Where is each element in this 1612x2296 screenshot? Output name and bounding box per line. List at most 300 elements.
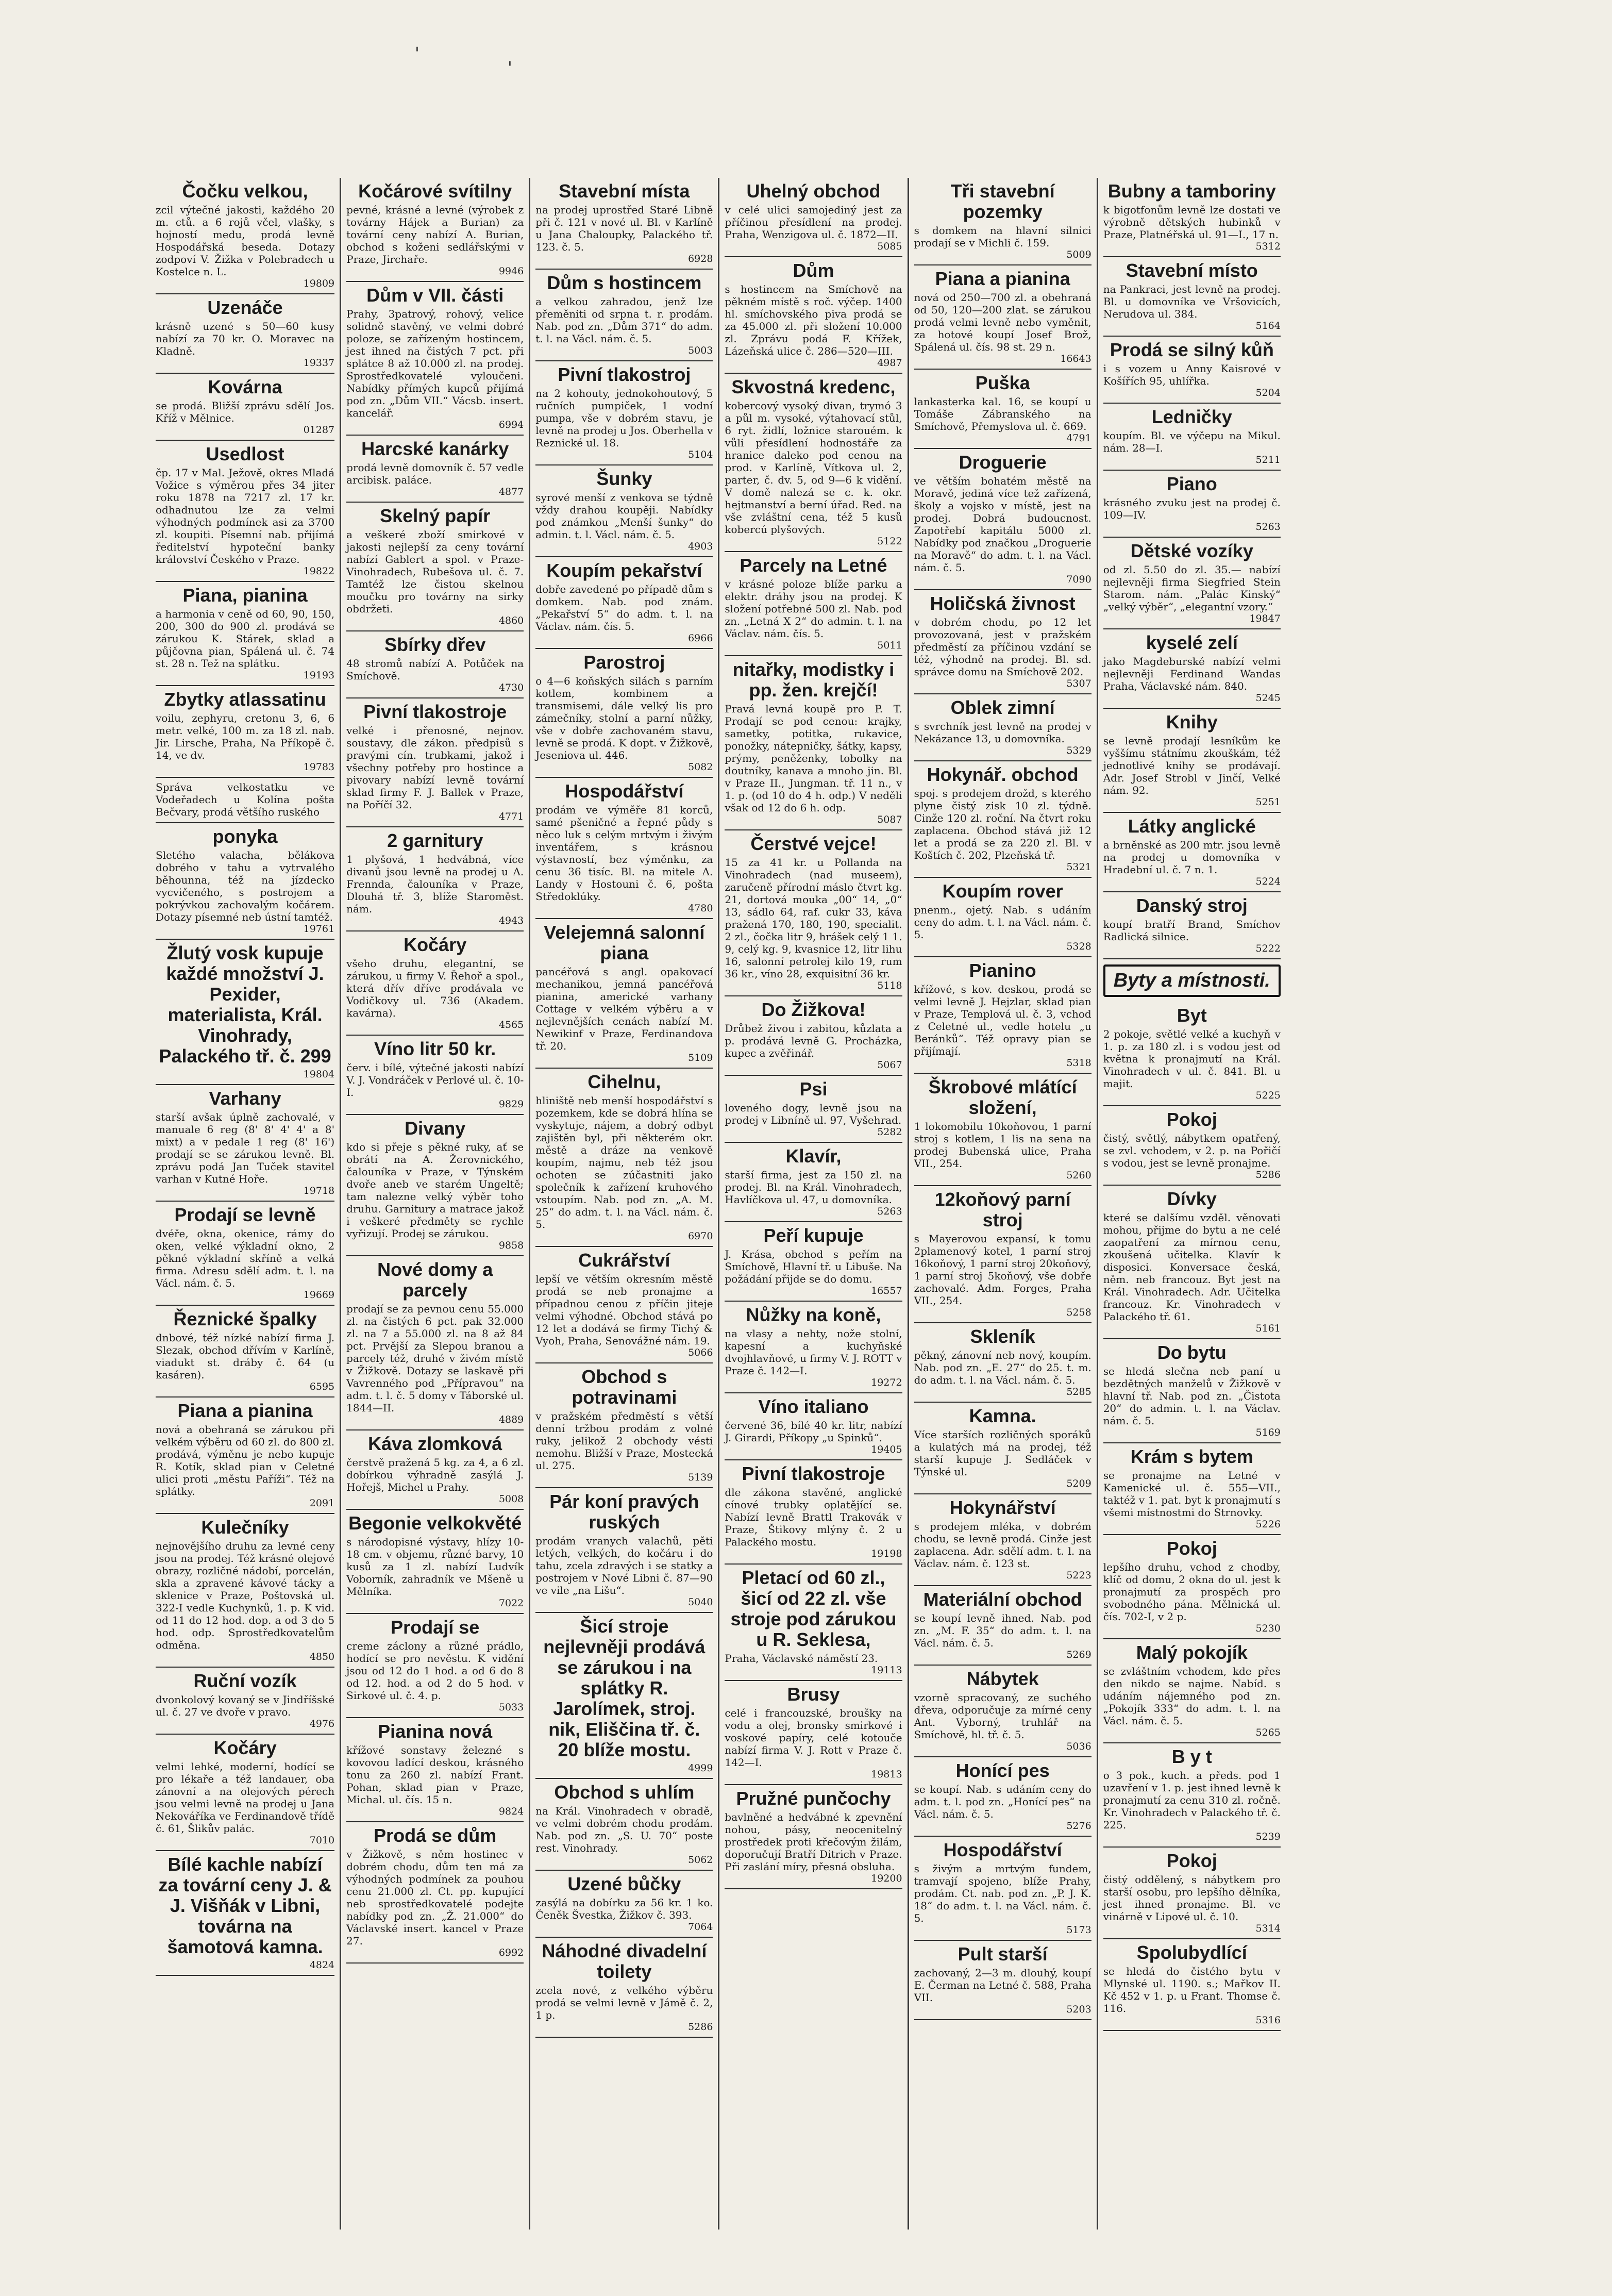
ad-number: 5067 [877,1059,902,1071]
ad-text: v celé ulici samojediný jest za příčinou přesídlení na prodej. Praha, Wenzigova ul. č. 1872—II. [725,204,902,241]
ad-number: 5082 [688,761,713,773]
classified-ad [914,1323,1092,1403]
ad-text: dnbové, též nízké nabízí firma J. Slezak, obchod dřívím v Karlíně, viadukt st. dráby č. 64 (u kasáren). [156,1332,335,1381]
ad-text: Prahy, 3patrový, rohový, velice solidně stavěný, ve velmi dobré poloze, se zařízeným hostincem, jest ihned na čistých 7 pct. při splátce 8 až 10.000 zl. na prodej. Sprostředkovatelé vyloučeni. Nabídky přímých kupců přijímá pod zn. „Dům VII.“ Vácsb. insert. kancelář. [346,308,524,419]
ad-text: 15 za 41 kr. u Pollanda na Vinohradech (nad museem), zaručeně přírodní máslo čtvrt kg. 21, dortová mouka „00“ 14, „0“ 13, sádlo 64, raf. cukr 33, káva pražená 170, 180, 190, specialit. 2 zl., čočka litr 9, hrášek celý 1 1. 9, celý kg. 9, kvasnice 12, litr lihu 16, salonní petrolej kilo 19, rum 36 kr., víno 28, exquisitní 36 kr. [725,856,902,980]
ad-number: 5122 [877,536,902,547]
classified-ad [914,1941,1092,2020]
ad-text: dvéře, okna, okenice, rámy do oken, velké výkladní okno, 2 pěkné výkladní skříně a velká firma. Adresu sdělí adm. t. l. na Václ. nám. č. 5. [156,1227,335,1289]
ad-headline: Pokoj [1166,1109,1217,1130]
classified-ad [1103,629,1281,709]
ad-text: s hostincem na Smíchově na pěkném místě s roč. výčep. 1400 hl. smíchovského piva prodá se za 45.000 zl. při složení 10.000 zl. Zprávu podá F. Křížek, Lázeňská ulice č. 286—520—III. [725,283,902,357]
classified-ad [1103,1535,1281,1639]
ad-text: krásně uzené s 50—60 kusy nabízí za 70 kr. O. Moravec na Kladně. [156,320,335,357]
ad-headline: Piana, pianina [182,585,308,606]
ad-text: které se dalšímu vzděl. věnovati mohou, přijme do bytu a ne celé zaopatření za mírnou cenu, zkoušená učitelka. Klavír k disposici. Konversace česká, něm. neb francouz. Byt jest na Král. Vinohradech. Adr. Učitelka francouz. Kr. Vinohradech v Palackého tř. 61. [1103,1211,1281,1323]
ad-text: pevné, krásné a levné (výrobek z továrny Hájek a Burian) za tovární ceny nabízí A. Burian, obchod s koženi sedlářskými v Praze, Jirchaře. [346,204,524,265]
ad-number: 5173 [1066,1924,1092,1936]
ad-column [908,178,1097,2230]
classified-ad [156,178,334,294]
ad-headline: Holičská živnost [930,593,1076,614]
ad-text: se hledá do čistého bytu v Mlynské ul. 1190. s.; Mařkov II. Kč 452 v 1. p. u Frant. Thomse č. 116. [1103,1965,1281,2015]
ad-headline: Pokoj [1166,1850,1217,1871]
ad-text: zcil výtečné jakosti, každého 20 m. ctů. a 6 rojů včel, vlašky, s hojností medu, prodá levně Hospodářská beseda. Dotazy zodpoví V. Žižka v Polebradech u Kostelce n. L. [156,204,335,278]
ad-text: křížové, s kov. deskou, prodá se velmi levně J. Hejzlar, sklad pian v Praze, Templová ul. č. 3, vchod z Celetné ul., vedle hotelu „u Beránků“. Též opravy pian se přijímají. [914,983,1092,1057]
ad-number: 5239 [1255,1831,1281,1842]
ad-text: bavlněné a hedvábné k zpevnění nohou, pásy, neocenitelný prostředek proti křečovým žilám, doporučují Bratří Ditrich v Praze. Při zaslání míry, přesná obsluha. [725,1811,902,1873]
ad-text: prodají se za pevnou cenu 55.000 zl. na čistých 6 pct. pak 32.000 zl. na 7 a 55.000 zl. na 8 až 84 pct. Prvější za Slepou branou a parcely též, druhé v živém místě v Žižkově. Dotazy se laskavě při Vavrenného pod „Přípravou“ na adm. t. l. č. 5 domy v Táborské ul. 1844—II. [346,1303,524,1414]
classified-ad [535,178,713,270]
ad-text: koupím. Bl. ve výčepu na Mikul. nám. 28—I. [1103,429,1281,454]
ad-text: v krásné poloze blíže parku a elektr. dráhy jsou na prodej. K složení potřebné 500 zl. Nab. pod zn. „Letná X 2“ do admin. t. l. na Václav. nám. čís. 5. [725,578,902,640]
ad-number: 4860 [498,615,524,626]
classified-ad [1103,337,1281,404]
ad-headline: Velejemná salonní piana [544,922,705,963]
classified-ad [914,1837,1092,1941]
ad-number: 19813 [871,1769,902,1780]
ad-number: 19847 [1249,613,1281,624]
ad-headline: ponyka [212,826,278,847]
ad-headline: Prodá se silný kůň [1110,339,1274,360]
classified-ad [346,1510,524,1614]
ad-number: 6966 [688,633,713,644]
ad-headline: Knihy [1166,711,1218,733]
ad-number: 4999 [688,1762,713,1774]
ad-text: zachovaný, 2—3 m. dlouhý, koupí E. Čerman na Letné č. 588, Praha VII. [914,1967,1092,2004]
ad-text: všeho druhu, elegantní, se zárukou, u firmy V. Řehoř a spol., která dřív dříve prodávala ve Vodičkovy ul. 736 (Akadem. kavárna). [346,957,524,1019]
classified-ad [156,778,334,823]
ad-headline: nitařky, modistky i pp. žen. krejčí! [732,659,895,701]
ad-number: 4903 [688,541,713,552]
ad-number: 6595 [309,1381,335,1392]
ad-text: syrové menší z venkova se týdně vždy drahou koupěji. Nabídky pod známkou „Menší šunky“ do admin. t. l. Václ. nám. č. 5. [535,491,713,541]
ad-text: nová a obehraná se zárukou při velkém výběru od 60 zl. do 800 zl. prodává, výměnu je nebo kupuje R. Kotík, sklad pian v Celetné ulici proti „městu Paříži“. Též na splátky. [156,1423,335,1498]
ad-text: pancéřová s angl. opakovací mechanikou, jemná pancéřová pianina, americké varhany Cottage v velkém výběru a v nejlevnějších cenách nabízí M. Newikinf v Praze, Ferdinandova tř. 20. [535,966,713,1052]
ad-text: se hledá slečna neb paní u bezdětných manželů v Žižkově v hlavní tř. Nab. pod zn. „Čistota 20“ do admin. t. l. na Václav. nám. č. 5. [1103,1365,1281,1427]
classified-ad [535,1069,713,1247]
classified-ad [725,1565,902,1681]
classified-ad [156,1202,334,1306]
classified-ad [535,649,713,778]
classified-ad [725,552,902,656]
classified-ad [1103,1939,1281,2031]
ad-column [340,178,529,2230]
classified-ad [346,1036,524,1115]
ad-text: ve větším bohatém městě na Moravě, jediná více tež zařízená, školy a vojsko v místě, jest na prodej. Dobrá budoucnost. Zapotřebí kapitálu 5000 zl. Nabídky pod značkou „Droguerie na Moravě“ do adm. t. l. na Václ. nám. č. 5. [914,475,1092,574]
ad-headline: Šicí stroje nejlevněji prodává se zárukou i na splátky R. Jarolímek, stroj. nik, Eliščina tř. č. 20 blíže mostu. [543,1616,706,1760]
ad-number: 4850 [309,1651,335,1662]
ad-number: 5316 [1255,2015,1281,2026]
ad-headline: Škrobové mlátící složení, [928,1076,1077,1118]
ad-text: se koupí. Nab. s udáním ceny do adm. t. l. pod zn. „Honící pes“ na Václ. nám. č. 5. [914,1783,1092,1820]
classified-ad [914,1074,1092,1186]
ad-text: čp. 17 v Mal. Ježově, okres Mladá Vožice s výměrou přes 34 jiter roku 1878 na 7217 zl. 17 kr. odhadnutou lze za velmi výhodných podmínek asi za 3700 zl. koupiti. Písemní nab. přijímá ředitelství hypoteční banky království Českého v Praze. [156,467,335,565]
ad-headline: Stavební místa [559,180,690,202]
classified-ad [535,1779,713,1871]
ad-text: zcela nové, z velkého výběru prodá se velmi levně v Jámě č. 2, 1 p. [535,1984,713,2021]
ad-headline: Divany [405,1118,466,1139]
ad-number: 5224 [1255,876,1281,887]
ad-number: 9858 [498,1240,524,1251]
ad-text: v Žižkově, s něm hostinec v dobrém chodu, dům ten má za výhodných podmínek za pouhou cenu 21.000 zl. Ct. pp. kupující neb sprostředkovatelé podejte nabídky pod zn. „Ž. 21.000“ do Václavské insert. kancel v Praze 27. [346,1848,524,1947]
ad-headline: Piano [1166,473,1217,494]
ad-number: 4976 [309,1718,335,1729]
classified-ad [346,436,524,503]
classified-ad [1103,257,1281,337]
ad-number: 4987 [877,357,902,369]
classified-ad [346,1822,524,1964]
ad-text: s Mayerovou expansí, k tomu 2plamenový kotel, 1 parní stroj 16koňový, 1 parní stroj 20koňový, 1 parní stroj 5koňový, vše dobře zachovalé. Adm. Forges, Praha VII., 254. [914,1233,1092,1307]
ad-text: na 2 kohouty, jednokohoutový, 5 ručních pumpiček, 1 vodní pumpa, vše v dobrém stavu, je levně na prodej u Jos. Oberhella v Reznické ul. 18. [535,387,713,449]
section-heading: Byty a místnosti. [1103,964,1281,997]
ad-headline: Dům [793,260,834,281]
ad-headline: Kovárna [208,376,282,397]
ad-headline: Brusy [787,1684,840,1705]
ad-number: 5223 [1066,1570,1092,1581]
ad-headline: Prodá se dům [374,1825,497,1846]
ad-headline: 2 garnitury [387,830,483,851]
classified-ad [156,582,334,686]
ad-headline: Droguerie [959,452,1047,473]
classified-ad [535,778,713,919]
ad-number: 4824 [309,1959,335,1971]
ad-text: od zl. 5.50 do zl. 35.— nabízí nejlevněji firma Siegfried Stein Starom. nám. „Palác Kinský“ „velký výběr“, „elegantní vzory.“ [1103,563,1281,613]
classified-ad [156,441,334,582]
classified-ad [1103,1639,1281,1743]
ad-number: 19669 [303,1289,335,1301]
ad-headline: Materiální obchod [923,1589,1082,1610]
ad-text: prodám ve výměře 81 korců, samé pšeničné a řepné půdy s něco luk s celým mrtvým i živým inventářem, s krásnou výstavností, bez výměnku, za cenu 36 tisíc. Bl. na mitele A. Landy v Hostouni č. 6, pošta Středoklúky. [535,804,713,903]
ad-headline: Kočáry [213,1737,277,1758]
ad-headline: Parcely na Letné [740,555,887,576]
ad-headline: Šunky [596,468,652,489]
classified-ad [725,374,902,552]
ad-number: 4877 [498,486,524,497]
classified-ad [914,694,1092,761]
ad-headline: Prodají se levně [174,1204,316,1225]
classified-ad [1103,1743,1281,1848]
classified-ad [156,1085,334,1202]
ad-headline: Uzenáče [207,297,283,318]
ad-number: 4791 [1066,432,1092,444]
ad-headline: Usedlost [206,443,284,464]
ad-text: celé i francouzské, broušky na vodu a olej, bronsky smirkové i voskové papíry, celé kotouče nabízí firma V. J. Rott v Praze č. 142—I. [725,1707,902,1769]
ad-text: a harmonia v ceně od 60, 90, 150, 200, 300 do 900 zl. prodává se zárukou K. Stárek, sklad a půjčovna pian, Spálená ul. č. 74 st. 28 n. Tež na splátku. [156,608,335,670]
ad-headline: Peří kupuje [763,1225,864,1246]
classified-ad [346,282,524,436]
ad-number: 5161 [1255,1323,1281,1334]
ad-number: 5286 [1255,1169,1281,1180]
classified-ad [1103,892,1281,959]
ad-headline: Oblek zimní [950,697,1055,718]
ad-text: loveného dogy, levně jsou na prodej v Libníně ul. 97, Vyšehrad. [725,1102,902,1126]
ad-text: s svrchník jest levně na prodej v Nekázance 13, u domovníka. [914,720,1092,745]
ad-number: 5307 [1066,678,1092,689]
ad-number: 6928 [688,253,713,264]
ad-number: 2091 [309,1498,335,1509]
ad-text: nová od 250—700 zl. a obehraná od 50, 120—200 zlat. se zárukou prodá velmi levně nebo vyměnit, za hotové koupí Josef Brož, Spálená ul. čís. 98 st. 29 n. [914,291,1092,353]
ad-number: 5036 [1066,1741,1092,1752]
ad-headline: Obchod s potravinami [572,1366,677,1408]
classified-ad [914,878,1092,957]
ad-headline: Parostroj [583,652,665,673]
ad-headline: Káva zlomková [368,1433,502,1454]
ad-headline: Pivní tlakostroje [363,701,507,722]
ad-headline: Čerstvé vejce! [750,833,877,854]
classified-ad [1103,1186,1281,1339]
ad-number: 4565 [498,1019,524,1030]
ad-number: 5118 [877,980,902,991]
ad-headline: Dům v VII. části [366,285,504,306]
ad-headline: Koupím rover [942,880,1063,902]
ad-headline: Bubny a tamboriny [1107,180,1276,202]
ad-headline: Pianino [969,960,1036,981]
ad-number: 4889 [498,1414,524,1425]
ad-number: 19113 [871,1665,902,1676]
classified-ad [535,465,713,557]
ad-column [1097,178,1286,2230]
classified-ad [156,940,334,1085]
ad-number: 6994 [498,419,524,430]
ad-text: Drůbež živou i zabitou, kůzlata a p. prodává levně G. Procházka, kupec a zvěřinář. [725,1022,902,1059]
ad-headline: Kulečníky [201,1517,289,1538]
ad-number: 19198 [871,1548,902,1559]
ad-headline: Harcské kanárky [361,438,509,459]
ad-text: kdo si přeje s pěkné ruky, ať se obrátí na A. Žerovnického, čalouníka v Praze, v Týnském dvoře aneb ve starém Ungeltě; tam nalezne velký výběr toho druhu. Garnitury a matrace jakož i veškeré předměty se rychle vyřizují. Prodej se zárukou. [346,1141,524,1240]
ad-headline: Cukrářství [578,1250,670,1271]
ad-number: 5282 [877,1126,902,1138]
ad-number: 5286 [688,2021,713,2033]
classified-ad [1103,1106,1281,1186]
ad-headline: Prodají se [391,1617,480,1638]
ad-number: 5321 [1066,861,1092,873]
classified-ad [914,590,1092,694]
ad-number: 5169 [1255,1427,1281,1438]
classified-ad [725,1681,902,1785]
classified-ad [156,1668,334,1735]
ad-column [529,178,718,2230]
classified-ad [914,761,1092,878]
ad-text: červ. i bílé, výtečné jakosti nabízí V. J. Vondráček v Perlové ul. č. 10-I. [346,1061,524,1099]
ad-number: 5222 [1255,943,1281,954]
ad-number: 5318 [1066,1057,1092,1069]
ad-text: prodá levně domovník č. 57 vedle arcibisk. paláce. [346,461,524,486]
ad-text: o 4—6 koňských silách s parním kotlem, kombinem a transmisemi, dále velký lis pro zámečníky, stolní a parní nůžky, vše v dobře zachovaném stavu, levně se prodá. K dopt. v Žižkově, Jeseniova ul. 446. [535,675,713,761]
ad-number: 5251 [1255,796,1281,808]
classified-ad [914,1757,1092,1837]
classified-ad [346,1718,524,1822]
ad-headline: Pivní tlakostroje [742,1463,885,1484]
ad-headline: Dům s hostincem [547,272,702,293]
classified-ad [1103,178,1281,257]
ad-number: 5066 [688,1347,713,1358]
classified-ad [346,698,524,827]
ad-headline: Krám s bytem [1130,1446,1253,1467]
ad-number: 4943 [498,915,524,926]
ad-headline: Skelný papír [380,505,491,526]
ad-number: 4780 [688,903,713,914]
ad-number: 5211 [1255,454,1281,465]
ad-text: nejnovějšího druhu za levné ceny jsou na prodej. Též krásné olejové obrazy, rozličné nádobí, porcelán, skla a zpravené kávové tácky a sklenice v Praze, Poštovská ul. 322-I vedle Kuchynků, 1. p. K vid. od 11 do 12 hod. dop. a od 3 do 5 hod. odp. Sprostředkovatelům odměna. [156,1540,335,1651]
ad-headline: Klavír, [785,1145,842,1167]
ad-headline: Varhany [209,1088,281,1109]
ad-headline: Byt [1177,1005,1207,1026]
classified-ad [156,294,334,374]
ad-text: na Král. Vinohradech v obradě, ve velmi dobrém chodu prodám. Nab. pod zn. „S. U. 70“ poste rest. Vinohrady. [535,1805,713,1854]
ad-number: 5328 [1066,941,1092,952]
ad-text: spoj. s prodejem drožd, s kterého plyne čistý zisk 10 zl. týdně. Cinže 120 zl. roční. Na čtvrt roku zaplacena. Obchod stává již 12 let a prodá se za 220 zl. Bl. v Koštích č. 202, Plzeňská tř. [914,787,1092,861]
ad-number: 4771 [498,811,524,822]
ad-text: na prodej uprostřed Staré Libně při č. 121 v nové ul. Bl. v Karlíně u Jana Chaloupky, Palackého tř. 123. č. 5. [535,204,713,253]
classified-ad [914,1494,1092,1586]
ad-text: se prodá. Bližší zprávu sdělí Jos. Kříž v Mělnice. [156,400,335,424]
ad-headline: Spolubydlící [1136,1942,1247,1963]
classified-ad [346,631,524,698]
ad-headline: Uzené bůčky [567,1873,681,1894]
ad-number: 5263 [1255,521,1281,533]
corner-mark: ' [508,58,512,77]
ad-text: na vlasy a nehty, nože stolní, kapesní a kuchyňské dvojhlavňové, u firmy V. J. ROTT v Praze č. 142—I. [725,1327,902,1377]
ad-text: čerstvě pražená 5 kg. za 4, a 6 zl. dobírkou výhradně zasýlá J. Hořejš, Michel u Prahy. [346,1456,524,1493]
ad-number: 5263 [877,1206,902,1217]
ad-number: 19809 [303,278,335,289]
ad-number: 5164 [1255,320,1281,331]
ad-number: 6992 [498,1947,524,1958]
ad-number: 5269 [1066,1649,1092,1660]
ad-text: starší avšak úplně zachovalé, v manuale 6 reg (8' 8' 4' 4' a 8' mixt) a v pedale 1 reg (8' 16') prodají se se zárukou levně. Bl. zprávu podá Jan Tuček stavitel varhan v Kutné Hoře. [156,1111,335,1185]
ad-headline: Do Žižkova! [761,999,866,1020]
classified-ad [914,1666,1092,1757]
ad-text: červené 36, bílé 40 kr. litr, nabízí J. Girardi, Příkopy „u Spinků“. [725,1419,902,1444]
ad-number: 5225 [1255,1090,1281,1101]
ad-number: 19405 [871,1444,902,1455]
ad-number: 19804 [303,1069,335,1080]
ad-headline: Pokoj [1166,1538,1217,1559]
ad-text: na Pankraci, jest levně na prodej. Bl. u domovníka ve Vršovicích, Nerudova ul. 384. [1103,283,1281,320]
ad-number: 5104 [688,449,713,460]
ad-headline: Hokynář. obchod [927,764,1079,785]
ad-text: dle zákona stavěné, anglické cínové trubky oplatějící se. Nabízí levně Brattl Trakovák v Praze, Štikovy mlýny č. 2 u Palackého mostu. [725,1486,902,1548]
ad-number: 5265 [1255,1727,1281,1738]
ad-text: a velkou zahradou, jenž lze přeměniti od srpna t. r. prodám. Nab. pod zn. „Dům 371“ do adm. t. l. na Václ. nám. č. 5. [535,295,713,345]
ad-number: 5008 [498,1493,524,1505]
ad-text: Praha, Václavské náměstí 23. [725,1652,878,1665]
ad-text: zasýlá na dobírku za 56 kr. 1 ko. Čeněk Švestka, Žižkov č. 393. [535,1896,713,1921]
ad-text: se zvláštním vchodem, kde přes den nikdo se najme. Nabíd. s udáním nájemného pod zn. „Pokojík 333“ do adm. t. l. na Václ. nám. č. 5. [1103,1665,1281,1727]
ad-text: 2 pokoje, světlé velké a kuchyň v 1. p. za 180 zl. i s vodou jest od května k pronajmutí na Král. Vinohradech v ul. č. 841. Bl. u majit. [1103,1028,1281,1090]
classified-ad [346,178,524,282]
ad-headline: Obchod s uhlím [554,1782,695,1803]
ad-headline: Do bytu [1157,1342,1227,1363]
classified-ad [346,1614,524,1718]
classified-ad [535,1488,713,1613]
ad-headline: Kamna. [969,1405,1036,1426]
ad-text: velmi lehké, moderní, hodící se pro lékaře a též landauer, oba zánovní a na olejových pérech jsou velmi levně na prodej u Jana Nekováříka ve Ferdinandově třídě č. 61, Šlikův palác. [156,1760,335,1835]
ad-text: koupí bratří Brand, Smíchov Radlická silnice. [1103,918,1281,943]
ad-number: 5204 [1255,387,1281,398]
ad-headline: Skvostná kredenc, [731,376,896,397]
ad-number: 5245 [1255,692,1281,704]
ad-text: creme záclony a různé prádlo, hodící se pro nevěstu. K vidění jsou od 12 do 1 hod. a od 6 do 8 od 12. hod. a od 2 do 5 hod. v Sirkové ul. č. 4. p. [346,1640,524,1702]
ad-headline: Skleník [970,1326,1035,1347]
ad-text: v dobrém chodu, po 12 let provozovaná, jest v pražském předměstí za příčinou vzdání se též, výhodně na prodej. Bl. sd. správce domu na Smíchově 202. [914,616,1092,678]
ad-number: 5003 [688,345,713,356]
ad-text: i s vozem u Anny Kaisrové v Košířích 95, uhlířka. [1103,362,1281,387]
ad-number: 5209 [1066,1478,1092,1489]
classified-ad [725,1302,902,1393]
ad-headline: Begonie velkokvěté [348,1512,522,1534]
ad-number: 5258 [1066,1307,1092,1318]
classified-ad [1103,1002,1281,1106]
ad-headline: Ruční vozík [193,1670,297,1691]
ad-text: pěkný, zánovní neb nový, koupím. Nab. pod zn. „E. 27“ do 25. t. m. do adm. t. l. na Václ. nám. č. 5. [914,1349,1092,1386]
ad-number: 7064 [688,1921,713,1933]
ad-headline: Nové domy a parcely [377,1259,493,1301]
classified-ad [1103,1443,1281,1535]
ad-number: 7090 [1066,574,1092,585]
ad-text: a veškeré zboží smirkové v jakosti nejlepší za ceny tovární nabízí Gablert a spol. v Praze-Vinohradech, Rubešova ul. č. 7. Tamtéž lze čistou skelnou moučku pro továrny na sirky obdržeti. [346,528,524,615]
ad-headline: Pletací od 60 zl., šicí od 22 zl. vše stroje pod zárukou u R. Seklesa, [730,1567,897,1650]
ad-headline: Hokynářství [949,1497,1056,1518]
ad-text: s domkem na hlavní silnici prodají se v Michli č. 159. [914,224,1092,249]
ad-headline: Kočáry [404,934,467,955]
classified-ad [914,957,1092,1074]
ad-text: velké i přenosné, nejnov. soustavy, dle zákon. předpisů s pravými cín. trubkami, jakož i všechny potřeby pro hostince a pivovary nabízí levně tovární sklad firmy F. J. Ballek v Praze, na Poříčí 32. [346,724,524,811]
ad-number: 7022 [498,1598,524,1609]
ad-text: Více starších rozličných sporáků a kulatých má na prodej, též starší kupuje J. Sedláček v Týnské ul. [914,1428,1092,1478]
classified-ad [346,931,524,1036]
ad-text: lepší ve větším okresním městě prodá se neb pronajme a případnou cenou z příčin jiteje velmi výhodné. Obchod stává po 12 let a dodává se firmy Tichý & Vyoh, Praha, Senovážné nám. 19. [535,1273,713,1347]
ad-text: kobercový vysoký divan, trymó 3 a půl m. vysoké, výtahovací stůl, 6 ryt. židlí, ložnice starouém. k vůli přesídlení hodnostáře za hranice daleko pod cenou na prod. v Karlíně, Vítkova ul. 2, parter, č. dv. 5, od 9—6 k vidění. V domě nalezá se c. k. okr. hejtmanství a berní úřad. Red. na vše zvláštní cena, též 5 kusů kobercú plyšových. [725,400,902,536]
classified-ad [535,919,713,1069]
ad-number: 5329 [1066,745,1092,756]
ad-headline: Náhodné divadelní toilety [542,1940,707,1982]
ad-number: 19718 [303,1185,335,1196]
ad-text: se pronajme na Letné v Kamenické ul. č. 555—VII., taktéž v 1. pat. byt k pronajmutí s všemi místnostmi do Strnovky. [1103,1469,1281,1519]
ad-headline: Žlutý vosk kupuje každé množství J. Pexider, materialista, Král. Vinohrady, Palackého tř. č. 299 [159,942,331,1067]
classified-ad [1103,709,1281,813]
ad-column [718,178,907,2230]
ad-text: krásného zvuku jest na prodej č. 109—IV. [1103,496,1281,521]
classified-ad [914,1586,1092,1666]
ad-headline: Malý pokojík [1136,1642,1248,1663]
classified-ad [725,1785,902,1889]
classified-ad [914,1403,1092,1494]
ad-headline: Hospodářství [565,780,684,802]
ad-text: dobře zavedené po případě dům s domkem. Nab. pod znám. „Pekařství 5“ do adm. t. l. na Václav. nám. čís. 5. [535,583,713,633]
ad-number: 5230 [1255,1623,1281,1634]
ad-number: 7010 [309,1835,335,1846]
classified-ad [156,1735,334,1851]
ad-number: 19200 [871,1873,902,1884]
ad-text: a brněnské as 200 mtr. jsou levně na prodej u domovníka v Hradební ul. č. 7 n. 1. [1103,839,1281,876]
classified-ad [346,1430,524,1510]
ad-text: voilu, zephyru, cretonu 3, 6, 6 metr. velké, 100 m. za 18 zl. nab. Jir. Lirsche, Praha, Na Příkopě č. 14, ve dv. [156,712,335,761]
ad-headline: Pružné punčochy [736,1788,891,1809]
ad-text: pnenm., ojetý. Nab. s udáním ceny do adm. t. l. na Václ. nám. č. 5. [914,904,1092,941]
ad-text: vzorně spracovaný, ze suchého dřeva, odporučuje za mírné ceny Ant. Vyborný, truhlář na Smíchově, hl. tř. č. 5. [914,1691,1092,1741]
ad-number: 9824 [498,1806,524,1817]
ad-headline: Bílé kachle nabízí za tovární ceny J. & J. Višňák v Libni, továrna na šamotová kamna. [158,1854,332,1957]
classified-ad [156,374,334,441]
ad-text: Pravá levná koupě pro P. T. Prodají se pod cenou: krajky, sametky, potitka, rukavice, ponožky, nátepničky, šátky, kapsy, prýmy, peněženky, tobolky na doutníky, kanava a mnoho jin. Bl. v Praze II., Jungman. tř. 11 n., v 1. p. (od 10 do 4 h. odp.) V neděli však od 12 do 6 h. odp. [725,703,902,814]
ad-number: 5040 [688,1596,713,1608]
ad-text: dvonkolový kovaný se v Jindříšské ul. č. 27 ve dvoře v pravo. [156,1693,335,1718]
classified-ad [725,1393,902,1460]
ad-text: prodám vranych valachů, pěti letých, velkých, do kočáru i do tahu, zcela zdravých i se statky a postrojem v Nové Libni č. 87—90 ve vile „na Lišu“. [535,1535,713,1596]
ad-number: 19193 [303,670,335,681]
ad-number: 19783 [303,761,335,773]
